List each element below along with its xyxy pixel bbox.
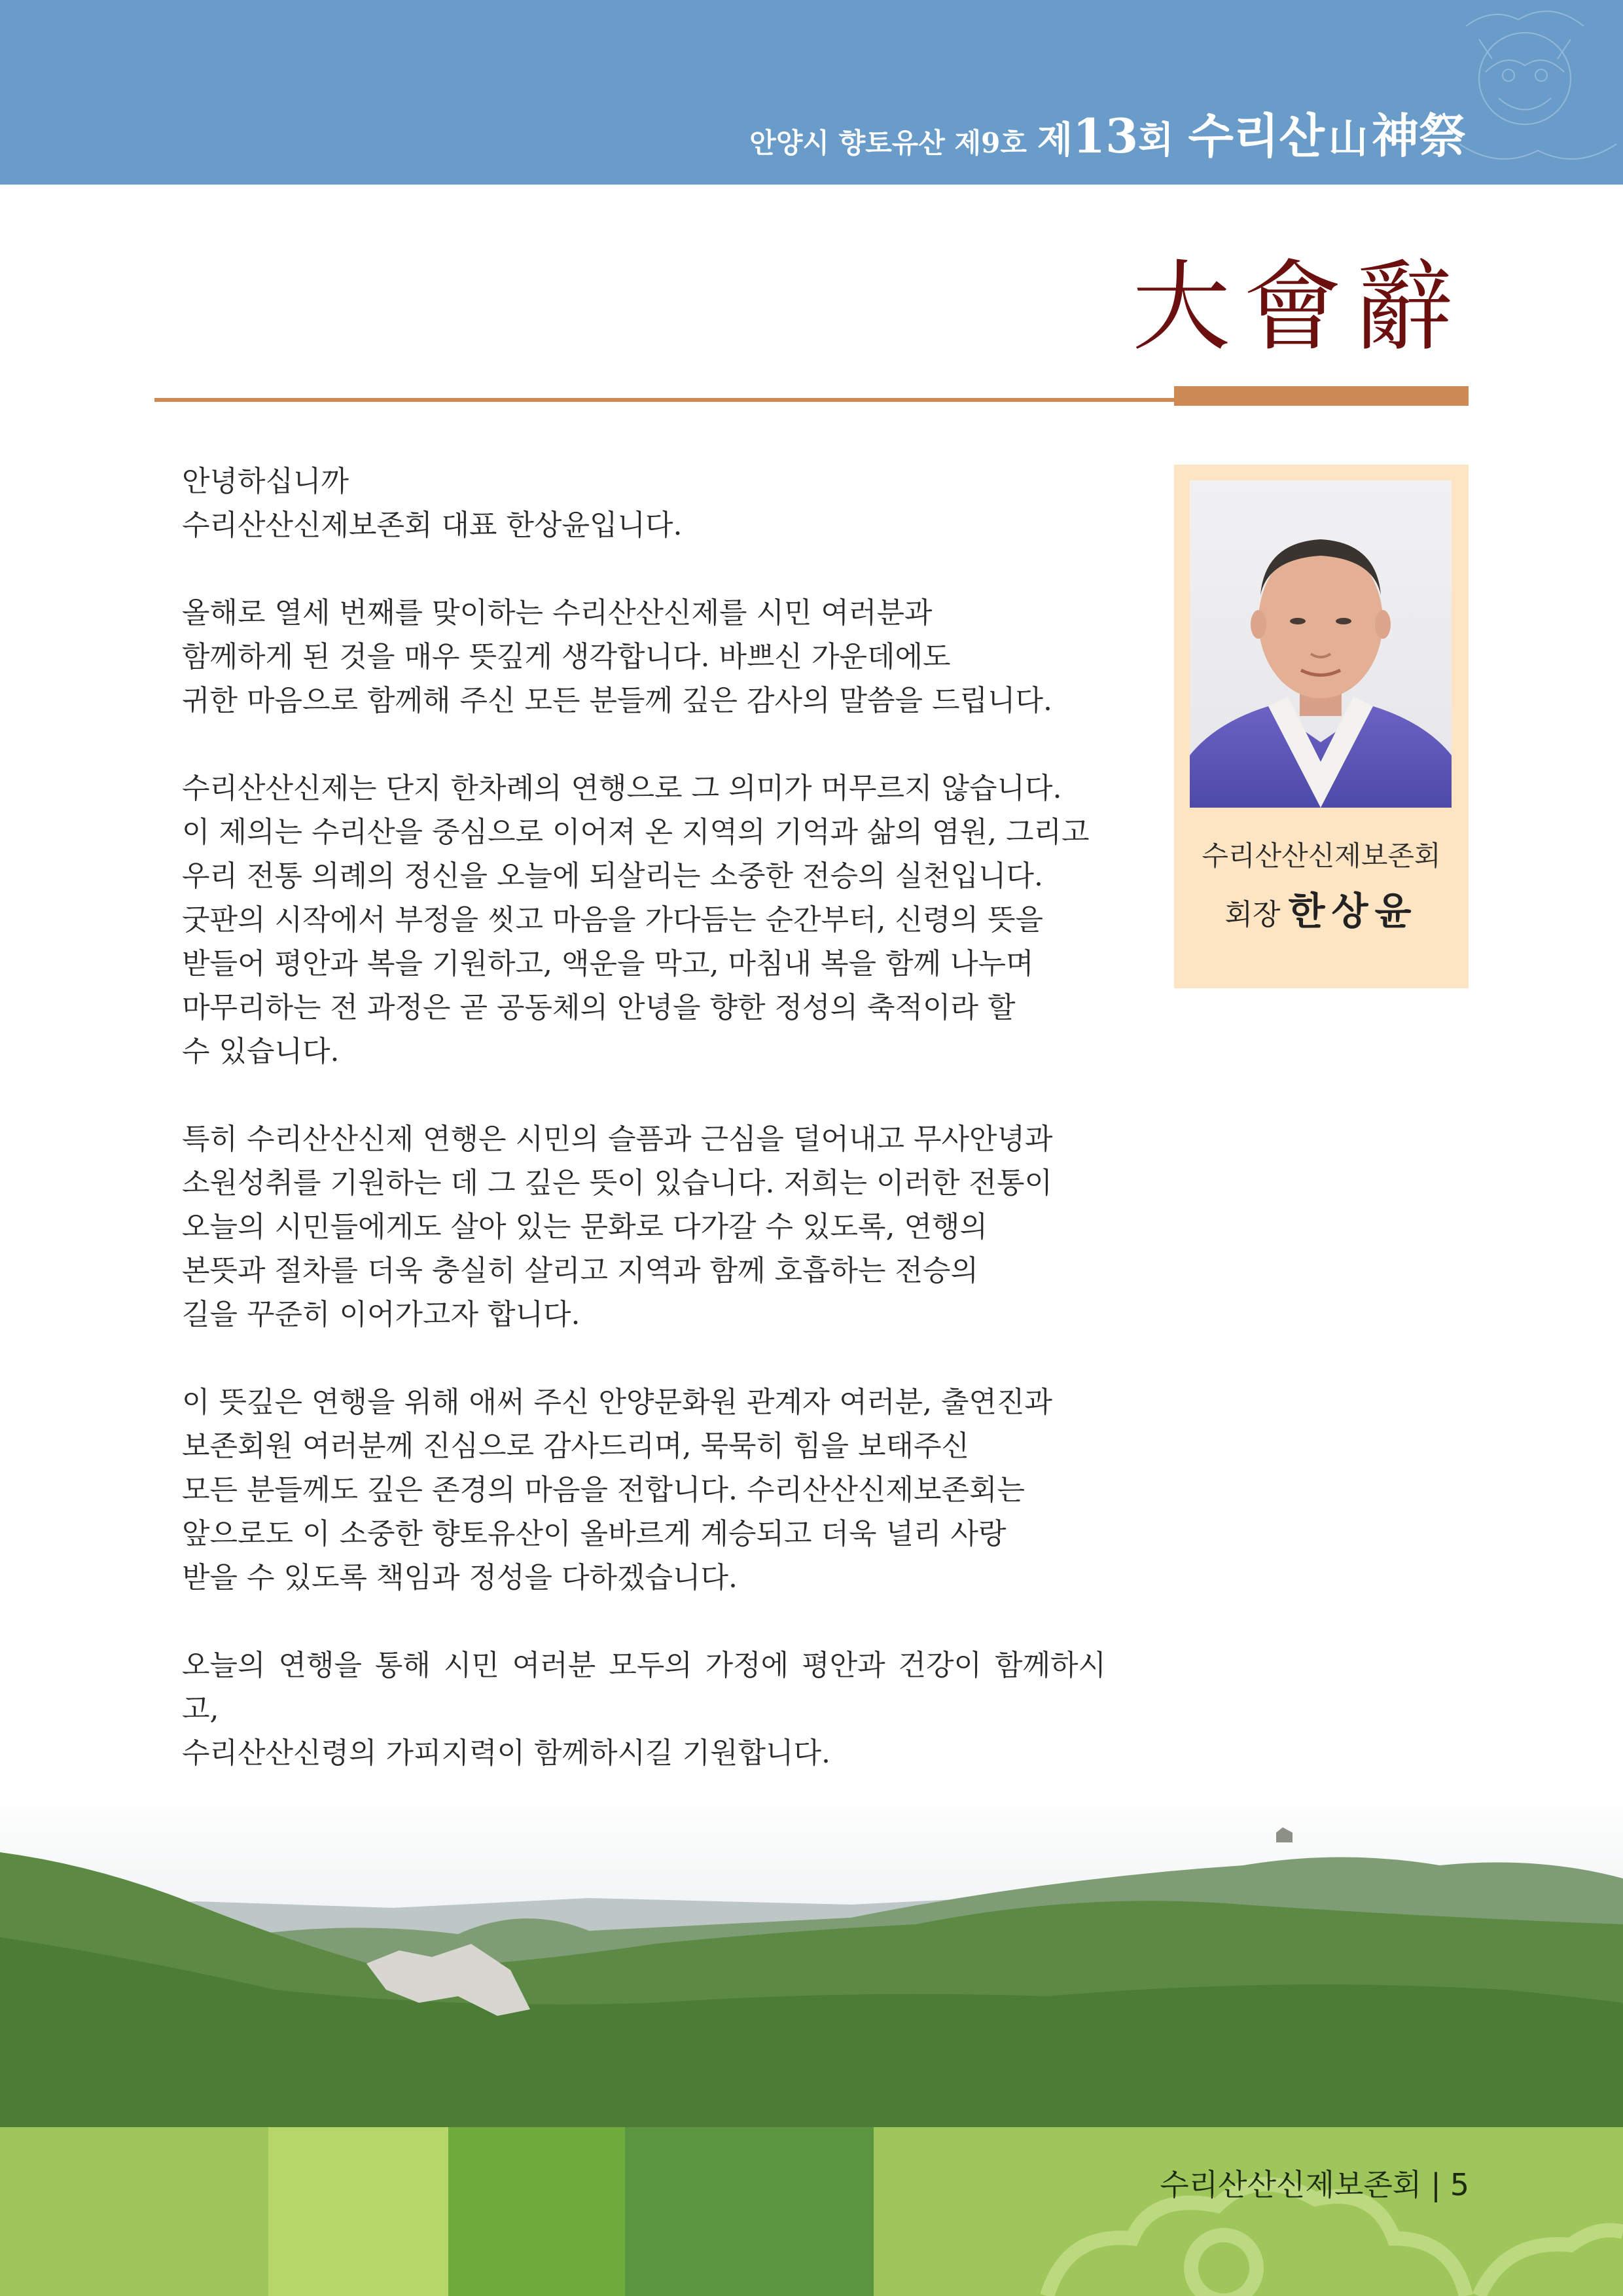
paragraph-line: 귀한 마음으로 함께해 주신 모든 분들께 깊은 감사의 말씀을 드립니다.: [182, 684, 1052, 717]
portrait-photo: [1190, 480, 1452, 808]
profile-organization: 수리산산신제보존회: [1202, 840, 1441, 872]
paragraph-line: 특히 수리산산신제 연행은 시민의 슬픔과 근심을 덜어내고 무사안녕과: [182, 1122, 1053, 1156]
paragraph-line: 받들어 평안과 복을 기원하고, 액운을 막고, 마침내 복을 함께 나누며: [182, 947, 1034, 980]
paragraph-line: 올해로 열세 번째를 맞이하는 수리산산신제를 시민 여러분과: [182, 596, 933, 630]
paragraph-line: 오늘의 연행을 통해 시민 여러분 모두의 가정에 평안과 건강이 함께하시고,: [182, 1649, 1106, 1726]
paragraph-line: 소원성취를 기원하는 데 그 깊은 뜻이 있습니다. 저희는 이러한 전통이: [182, 1166, 1052, 1200]
paragraph-line: 마무리하는 전 과정은 곧 공동체의 안녕을 향한 정성의 축적이라 할: [182, 991, 1016, 1024]
header-banner: [0, 0, 1623, 185]
paragraph-line: 함께하게 된 것을 매우 뜻깊게 생각합니다. 바쁘신 가운데에도: [182, 640, 951, 673]
footer-stripe: [448, 2127, 625, 2296]
paragraph-line: 앞으로도 이 소중한 향토유산이 올바르게 계승되고 더욱 널리 사랑: [182, 1517, 1007, 1551]
paragraph-line: 이 뜻깊은 연행을 위해 애써 주신 안양문화원 관계자 여러분, 출연진과: [182, 1386, 1052, 1419]
edition-number: 13: [1073, 108, 1139, 164]
paragraph-line: 보존회원 여러분께 진심으로 감사드리며, 묵묵히 힘을 보태주신: [182, 1429, 970, 1463]
cloud-pattern-decoration: [1008, 2127, 1623, 2296]
profile-name: 한상윤: [1288, 889, 1418, 933]
title-divider: [154, 398, 1175, 402]
heritage-subtitle: 안양시 향토유산 제9호: [749, 127, 1027, 159]
paragraph-line: 우리 전통 의례의 정신을 오늘에 되살리는 소중한 전승의 실천입니다.: [182, 859, 1043, 893]
profile-card: [1174, 465, 1469, 988]
header-title-line: [749, 98, 1466, 164]
page-title: 大會辭: [1132, 251, 1466, 365]
paragraph-line: 수리산산신제는 단지 한차례의 연행으로 그 의미가 머무르지 않습니다.: [182, 772, 1062, 805]
paragraph-line: 수 있습니다.: [182, 1035, 340, 1068]
footer-stripe: [268, 2127, 448, 2296]
letter-body: [182, 459, 1106, 1907]
title-divider-accent: [1174, 386, 1469, 406]
page-number: 5: [1450, 2167, 1469, 2202]
mountain-landscape-image: [0, 1793, 1623, 2127]
greeting-line: 안녕하십니까: [182, 465, 349, 498]
paragraph-line: 모든 분들께도 깊은 존경의 마음을 전합니다. 수리산산신제보존회는: [182, 1473, 1026, 1507]
mountain-glyph: 山: [1328, 117, 1368, 162]
profile-name-line: [1174, 880, 1469, 935]
profile-role: 회장: [1224, 898, 1281, 931]
paragraph-line: 수리산산신령의 가피지력이 함께하시길 기원합니다.: [182, 1736, 831, 1770]
festival-title: 수리산 山 神祭: [1188, 108, 1466, 164]
greeting-line: 수리산산신제보존회 대표 한상윤입니다.: [182, 509, 683, 542]
paragraph-line: 길을 꾸준히 이어가고자 합니다.: [182, 1298, 580, 1331]
footer-separator: |: [1431, 2167, 1441, 2202]
paragraph-line: 이 제의는 수리산을 중심으로 이어져 온 지역의 기억과 삶의 염원, 그리고: [182, 816, 1090, 849]
footer-label: [1160, 2161, 1469, 2204]
footer-stripe: [625, 2127, 874, 2296]
footer-band: [0, 2127, 1623, 2296]
footer-organization: 수리산산신제보존회: [1160, 2167, 1422, 2202]
paragraph-line: 굿판의 시작에서 부정을 씻고 마음을 가다듬는 순간부터, 신령의 뜻을: [182, 903, 1043, 937]
edition-label: 제13회: [1037, 108, 1174, 164]
paragraph-line: 받을 수 있도록 책임과 정성을 다하겠습니다.: [182, 1561, 738, 1594]
paragraph-line: 오늘의 시민들에게도 살아 있는 문화로 다가갈 수 있도록, 연행의: [182, 1210, 988, 1244]
paragraph-line: 본뜻과 절차를 더욱 충실히 살리고 지역과 함께 호흡하는 전승의: [182, 1254, 978, 1287]
